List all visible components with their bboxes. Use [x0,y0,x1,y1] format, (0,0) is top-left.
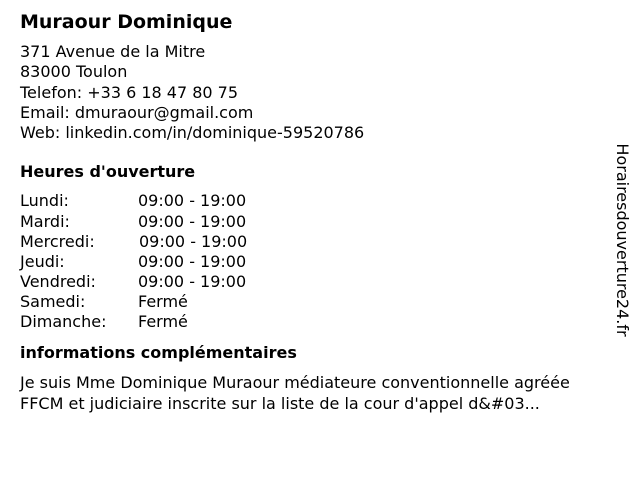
address-street: 371 Avenue de la Mitre [20,42,206,61]
day-label: Vendredi: [20,271,96,291]
day-hours: 09:00 - 19:00 [138,271,247,291]
address-city: 83000 Toulon [20,62,128,82]
day-label: Jeudi: [20,251,65,271]
day-hours: Fermé [138,312,188,332]
day-hours: 09:00 - 19:00 [138,211,247,231]
opening-hours-table [20,191,610,332]
hours-row-saturday [20,292,610,312]
day-hours: 09:00 - 19:00 [138,191,247,211]
watermark-text: Horairesdouverture24.fr [613,143,632,337]
day-label: Mardi: [20,211,70,231]
day-hours: 09:00 - 19:00 [138,251,247,271]
hours-row-friday [20,272,610,292]
business-name: Muraour Dominique [20,11,233,33]
phone-number: Telefon: +33 6 18 47 80 75 [20,82,239,102]
additional-info-heading: informations complémentaires [20,343,297,363]
day-label: Lundi: [20,191,69,211]
day-label: Samedi: [20,291,86,311]
day-label: Mercredi: [20,231,95,251]
hours-row-monday [20,191,610,211]
business-card [20,10,610,414]
hours-row-tuesday [20,212,610,232]
additional-info-text: Je suis Mme Dominique Muraour médiateure conventionnelle agréée FFCM et judiciaire inscrite sur la liste de la cour d'appel d&#03... [20,373,570,414]
email-address: Email: dmuraour@gmail.com [20,102,254,122]
website-link: Web: linkedin.com/in/dominique-59520786 [20,123,365,143]
hours-row-thursday [20,252,610,272]
day-label: Dimanche: [20,312,107,332]
opening-hours-heading: Heures d'ouverture [20,162,196,182]
day-hours: 09:00 - 19:00 [139,231,248,251]
hours-row-wednesday [20,232,610,252]
day-hours: Fermé [138,291,188,311]
hours-row-sunday [20,312,610,332]
